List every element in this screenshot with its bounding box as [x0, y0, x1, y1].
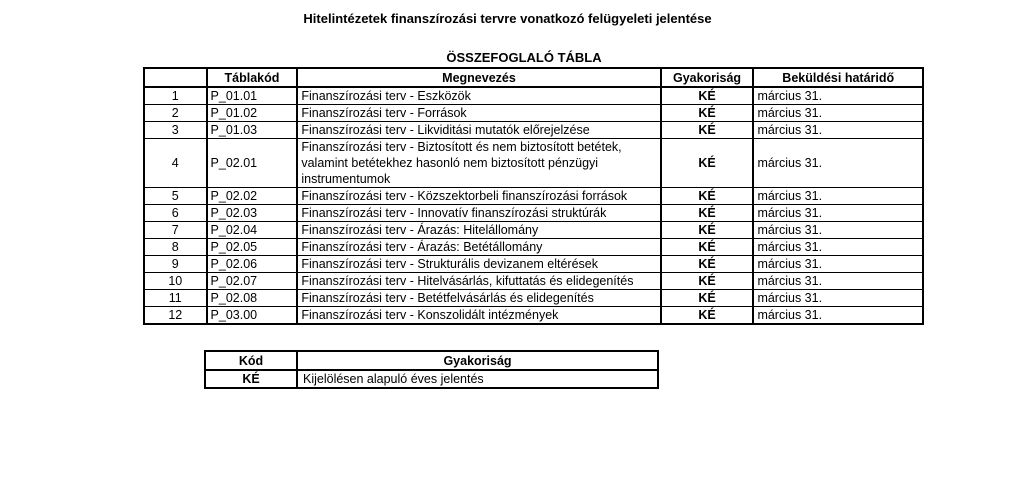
row-deadline: március 31.	[753, 87, 923, 105]
header-code: Táblakód	[207, 68, 298, 87]
row-number: 5	[144, 188, 207, 205]
row-name: Finanszírozási terv - Likviditási mutatók előrejelzése	[297, 122, 660, 139]
header-num	[144, 68, 207, 87]
table-row	[144, 273, 923, 290]
table-row	[144, 122, 923, 139]
row-frequency: KÉ	[661, 188, 754, 205]
row-table-code: P_02.06	[207, 256, 298, 273]
row-deadline: március 31.	[753, 290, 923, 307]
table-row	[144, 87, 923, 105]
summary-table-body	[144, 87, 923, 324]
row-frequency: KÉ	[661, 87, 754, 105]
row-deadline: március 31.	[753, 205, 923, 222]
row-name: Finanszírozási terv - Közszektorbeli finanszírozási források	[297, 188, 660, 205]
row-table-code: P_02.07	[207, 273, 298, 290]
table-header-row	[144, 68, 923, 87]
legend-code: KÉ	[205, 370, 297, 388]
row-name: Finanszírozási terv - Árazás: Hitelállomány	[297, 222, 660, 239]
row-frequency: KÉ	[661, 256, 754, 273]
row-number: 2	[144, 105, 207, 122]
row-frequency: KÉ	[661, 205, 754, 222]
row-number: 9	[144, 256, 207, 273]
row-table-code: P_02.04	[207, 222, 298, 239]
row-name: Finanszírozási terv - Hitelvásárlás, kifuttatás és elidegenítés	[297, 273, 660, 290]
row-frequency: KÉ	[661, 290, 754, 307]
table-row	[144, 290, 923, 307]
row-deadline: március 31.	[753, 139, 923, 188]
table-subtitle: ÖSSZEFOGLALÓ TÁBLA	[446, 50, 602, 65]
document-title: Hitelintézetek finanszírozási tervre vonatkozó felügyeleti jelentése	[303, 11, 712, 26]
row-deadline: március 31.	[753, 256, 923, 273]
row-deadline: március 31.	[753, 273, 923, 290]
row-number: 12	[144, 307, 207, 325]
row-number: 1	[144, 87, 207, 105]
row-frequency: KÉ	[661, 122, 754, 139]
row-table-code: P_02.03	[207, 205, 298, 222]
row-frequency: KÉ	[661, 273, 754, 290]
table-row	[144, 139, 923, 188]
row-name: Finanszírozási terv - Források	[297, 105, 660, 122]
header-frequency: Gyakoriság	[661, 68, 754, 87]
legend-header-frequency: Gyakoriság	[297, 351, 658, 370]
row-table-code: P_03.00	[207, 307, 298, 325]
table-row	[144, 205, 923, 222]
row-table-code: P_02.01	[207, 139, 298, 188]
row-table-code: P_01.01	[207, 87, 298, 105]
row-number: 10	[144, 273, 207, 290]
table-row	[144, 239, 923, 256]
table-row	[144, 105, 923, 122]
row-frequency: KÉ	[661, 139, 754, 188]
legend-table	[204, 350, 659, 389]
legend-header-code: Kód	[205, 351, 297, 370]
row-name: Finanszírozási terv - Árazás: Betétállomány	[297, 239, 660, 256]
row-table-code: P_01.02	[207, 105, 298, 122]
row-table-code: P_02.08	[207, 290, 298, 307]
row-deadline: március 31.	[753, 105, 923, 122]
row-table-code: P_01.03	[207, 122, 298, 139]
row-deadline: március 31.	[753, 239, 923, 256]
row-frequency: KÉ	[661, 105, 754, 122]
row-number: 11	[144, 290, 207, 307]
row-deadline: március 31.	[753, 188, 923, 205]
table-row	[144, 307, 923, 325]
header-deadline: Beküldési határidő	[753, 68, 923, 87]
row-name: Finanszírozási terv - Betétfelvásárlás és elidegenítés	[297, 290, 660, 307]
table-row	[144, 188, 923, 205]
row-number: 8	[144, 239, 207, 256]
summary-table	[143, 67, 924, 325]
row-deadline: március 31.	[753, 307, 923, 325]
row-number: 7	[144, 222, 207, 239]
row-frequency: KÉ	[661, 222, 754, 239]
row-name: Finanszírozási terv - Biztosított és nem biztosított betétek, valamint betétekhez hasonló nem biztosított pénzügyi instrumentumok	[297, 139, 660, 188]
table-row	[144, 256, 923, 273]
legend-description: Kijelölésen alapuló éves jelentés	[297, 370, 658, 388]
row-frequency: KÉ	[661, 239, 754, 256]
row-table-code: P_02.05	[207, 239, 298, 256]
legend-header-row	[205, 351, 658, 370]
legend-row	[205, 370, 658, 388]
row-name: Finanszírozási terv - Konszolidált intézmények	[297, 307, 660, 325]
row-table-code: P_02.02	[207, 188, 298, 205]
row-deadline: március 31.	[753, 222, 923, 239]
header-name: Megnevezés	[297, 68, 660, 87]
legend-table-body	[205, 370, 658, 388]
row-name: Finanszírozási terv - Eszközök	[297, 87, 660, 105]
row-number: 6	[144, 205, 207, 222]
row-name: Finanszírozási terv - Innovatív finanszírozási struktúrák	[297, 205, 660, 222]
table-row	[144, 222, 923, 239]
row-frequency: KÉ	[661, 307, 754, 325]
row-number: 4	[144, 139, 207, 188]
row-number: 3	[144, 122, 207, 139]
row-name: Finanszírozási terv - Strukturális devizanem eltérések	[297, 256, 660, 273]
row-deadline: március 31.	[753, 122, 923, 139]
